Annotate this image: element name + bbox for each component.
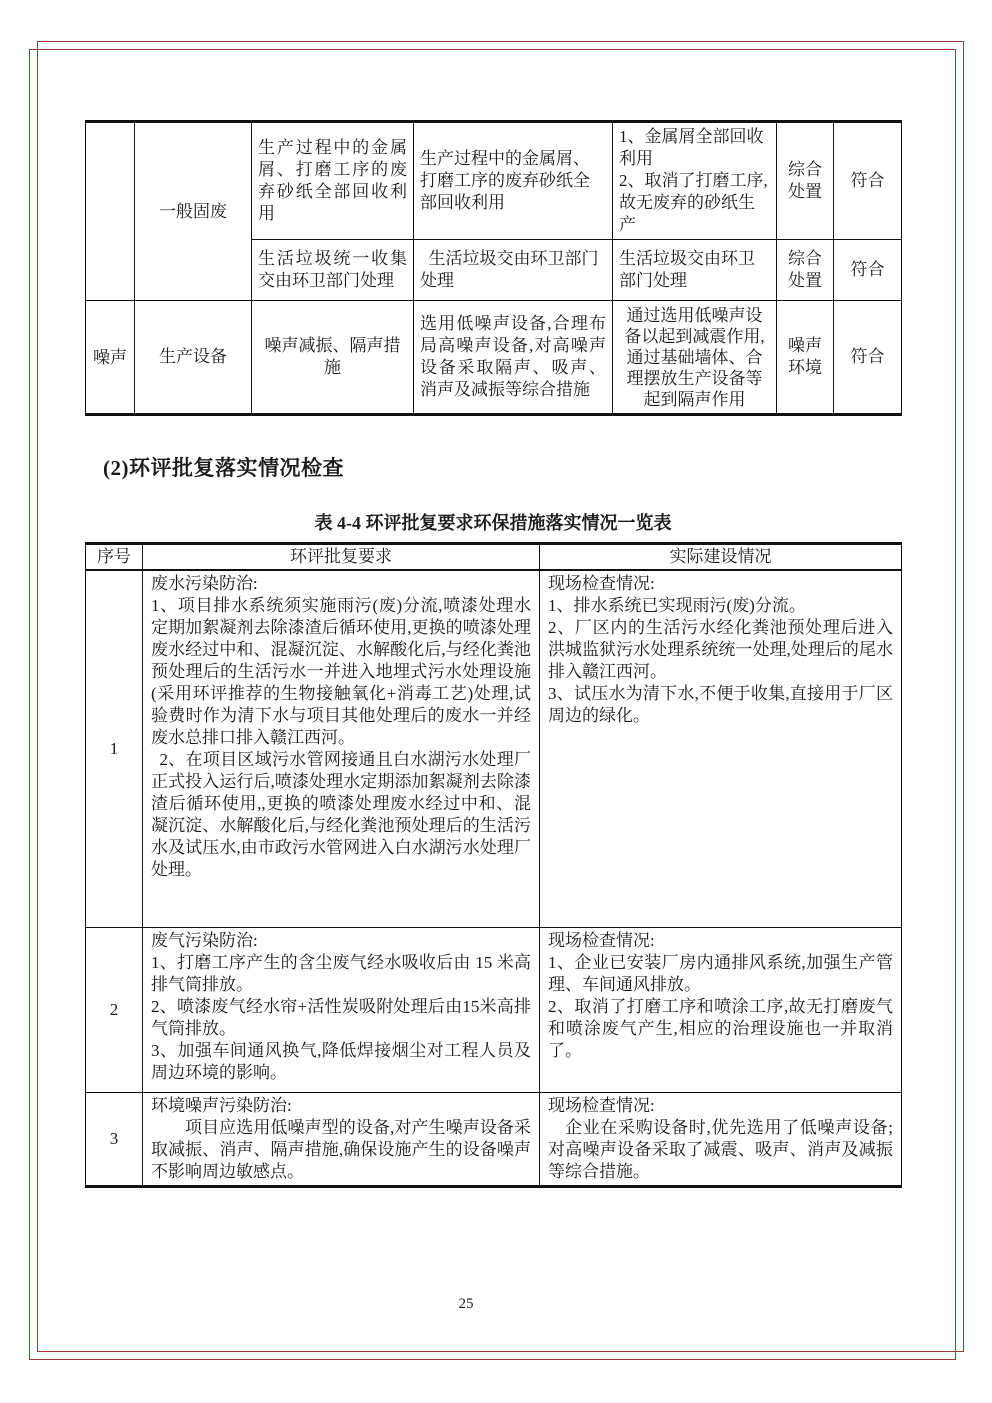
cell-actual-situation: 生活垃圾交由环卫部门处理 [613,240,777,301]
header-no: 序号 [86,544,143,571]
cell-conclusion: 符合 [834,240,902,301]
paragraph: 1、打磨工序产生的含尘废气经水吸收后由 15 米高排气筒排放。 [151,952,531,994]
cell-row-number: 1 [86,570,143,927]
paragraph: 废气污染防治: [151,930,258,950]
cell-epia-measure: 生产过程中的金属屑、打磨工序的废弃砂纸全部回收利用 [252,122,414,240]
table-header-row [86,544,902,571]
cell-conclusion: 符合 [834,122,902,240]
cell-requirement [143,927,540,1092]
paragraph: 2、取消了打磨工序和喷涂工序,故无打磨废气和喷涂废气产生,相应的治理设施也一并取消了。 [548,996,893,1060]
cell-actual [540,927,902,1092]
paragraph: 2、在项目区域污水管网接通且白水湖污水处理厂正式投入运行后,喷漆处理水定期添加絮凝剂去除漆渣后循环使用,,更换的喷漆处理废水经过中和、混凝沉淀、水解酸化后,与经化粪池预处理后的生活污水及试压水,由市政污水管网进入白水湖污水处理厂处理。 [151,750,531,879]
paragraph: 废水污染防治: [151,574,258,593]
cell-requirement [143,1092,540,1186]
cell-row-number: 2 [86,927,143,1092]
cell-design-measure: 生活垃圾交由环卫部门处理 [414,240,613,301]
cell-actual-situation [613,122,777,240]
table-row-wastewater [86,570,902,927]
table-4-4-title: 表 4-4 环评批复要求环保措施落实情况一览表 [314,513,672,533]
section-heading: (2)环评批复落实情况检查 [103,456,344,480]
paragraph: 环境噪声污染防治: [151,1095,292,1115]
paragraph: 现场检查情况: [548,930,655,950]
actual-line: 2、取消了打磨工序,故无废弃的砂纸生产 [619,171,768,234]
cell-actual [540,570,902,927]
cell-design-measure: 生产过程中的金属屑、打磨工序的废弃砂纸全部回收利用 [414,122,613,240]
cell-category-empty [86,122,135,301]
paragraph: 3、加强车间通风换气,降低焊接烟尘对工程人员及周边环境的影响。 [151,1040,531,1082]
table-row-waste-gas [86,927,902,1092]
paragraph: 2、喷漆废气经水帘+活性炭吸附处理后由15米高排气筒排放。 [151,996,531,1038]
cell-disposal: 综合处置 [777,240,834,301]
cell-actual-situation: 通过选用低噪声设备以起到减震作用,通过基础墙体、合理摆放生产设备等起到隔声作用 [613,301,777,415]
paragraph: 现场检查情况: [548,1095,655,1115]
actual-line: 1、金属屑全部回收利用 [619,127,764,168]
table-row-noise [86,301,902,415]
cell-category-noise: 噪声 [86,301,135,415]
cell-item-general-solid-waste: 一般固废 [135,122,252,301]
table-row-general-waste-1 [86,122,902,240]
cell-epia-measure: 生活垃圾统一收集交由环卫部门处理 [252,240,414,301]
cell-item-production-equipment: 生产设备 [135,301,252,415]
pollution-measures-table [85,120,902,416]
paragraph: 现场检查情况: [548,574,655,593]
cell-conclusion: 符合 [834,301,902,415]
cell-actual [540,1092,902,1186]
paragraph: 1、排水系统已实现雨污(废)分流。 [548,596,806,615]
paragraph: 1、项目排水系统须实施雨污(废)分流,喷漆处理水定期加絮凝剂去除漆渣后循环使用,更换的喷漆处理废水经过中和、混凝沉淀、水解酸化后,与经化粪池预处理后的生活污水一并进入地埋式污水处理设施(采用环评推荐的生物接触氧化+消毒工艺)处理,试验费时作为清下水与项目其他处理后的废水一并经废水总排口排入赣江西河。 [151,596,531,747]
paragraph: 1、企业已安装厂房内通排风系统,加强生产管理、车间通风排放。 [548,952,893,994]
paragraph: 2、厂区内的生活污水经化粪池预处理后进入洪城监狱污水处理系统统一处理,处理后的尾水排入赣江西河。 [548,618,893,681]
paragraph: 项目应选用低噪声型的设备,对产生噪声设备采取减振、消声、隔声措施,确保设施产生的设备噪声不影响周边敏感点。 [151,1117,531,1181]
cell-row-number: 3 [86,1092,143,1186]
cell-design-measure: 选用低噪声设备,合理布局高噪声设备,对高噪声设备采取隔声、吸声、消声及减振等综合措施 [414,301,613,415]
page-number: 25 [458,1296,474,1312]
paragraph: 企业在采购设备时,优先选用了低噪声设备;对高噪声设备采取了减震、吸声、消声及减振等综合措施。 [548,1117,893,1181]
cell-disposal: 综合处置 [777,122,834,240]
cell-epia-measure: 噪声减振、隔声措施 [252,301,414,415]
table-row-noise [86,1092,902,1186]
epia-approval-implementation-table [85,542,902,1188]
header-requirement: 环评批复要求 [143,544,540,571]
paragraph: 3、试压水为清下水,不便于收集,直接用于厂区周边的绿化。 [548,684,893,725]
header-actual: 实际建设情况 [540,544,902,571]
cell-requirement [143,570,540,927]
cell-disposal: 噪声环境 [777,301,834,415]
